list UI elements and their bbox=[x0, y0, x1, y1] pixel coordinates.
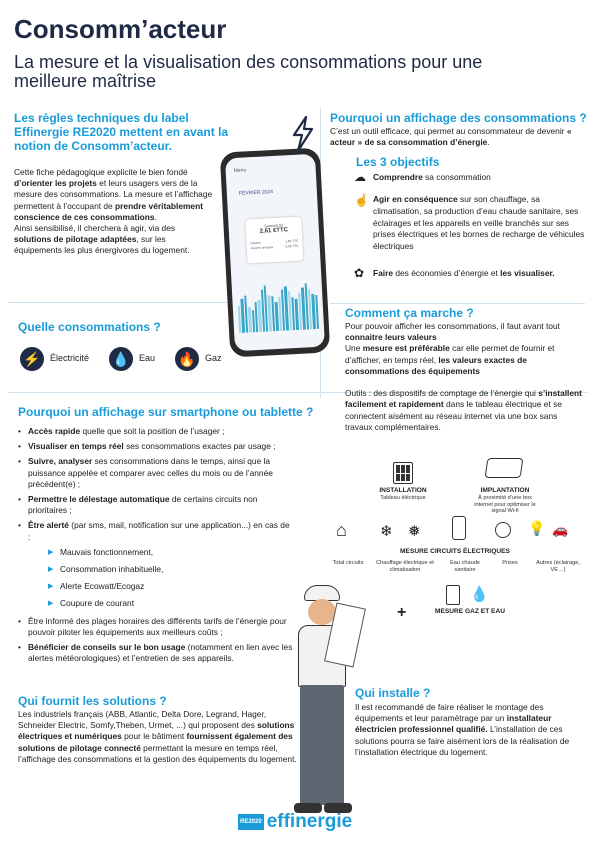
objectif-3: Faire des économies d’énergie et les visualiser. bbox=[373, 268, 555, 278]
intro-heading: Les règles techniques du label Effinergie RE2020 mettent en avant la notion de Consomm’acteur. bbox=[14, 111, 229, 153]
socket-icon bbox=[495, 522, 511, 538]
smartphone-list: • Accès rapide quelle que soit la position de l’usager ; • Visualiser en temps réel ses consommations exactes par usage ; • Suivre, analyser ses consommations dans le temps, ainsi que la puissance appelée et comparer avec celles du mois ou de l’année précédent(e) ; • Permettre le délestage automatique de certains circuits non prioritaires ; • Être alerté (par sms, mail, notification sur une application...) en cas de : ▶ Mauvais fonctionnement, ▶ Consommation inhabituelle, ▶ Alerte Ecowatt/Ecogaz ▶ Coupure de courant • Être informé des plages horaires des différents tarifs de l’énergie pour pouvoir piloter les équipements aux meilleurs coûts ; • Bénéficier de conseils sur le bon usage (notamment en lien avec les alertes météorologiques) et l’entretien de ses appareils. bbox=[18, 426, 293, 668]
phone-menu[interactable]: Menu bbox=[233, 167, 247, 175]
house-icon: ⌂ bbox=[336, 520, 347, 540]
phone-screen bbox=[225, 154, 325, 351]
installe-heading: Qui installe ? bbox=[355, 686, 431, 700]
meter-icon bbox=[446, 585, 460, 605]
car-icon: 🚗 bbox=[552, 522, 569, 537]
circuit-sockets: Prises bbox=[502, 560, 518, 566]
conso-heading: Quelle consommations ? bbox=[18, 320, 161, 334]
water-drop-icon: 💧 bbox=[109, 347, 133, 371]
phone-value: 2,61 €TTC bbox=[259, 227, 289, 235]
phone-day: Samedi 03 bbox=[263, 222, 284, 229]
page-title: Consomm’acteur bbox=[14, 14, 227, 44]
implant-sub: À proximité d’une box internet pour optimiser le signal Wi-fi bbox=[474, 495, 536, 514]
savings-icon: ✿ bbox=[354, 266, 365, 280]
phone-card: Samedi 03 2,61 €TTC Heures 1,68 TTC Heures creuses 0,93 TTC bbox=[245, 217, 303, 264]
circuit-total: Total circuits bbox=[332, 560, 364, 566]
conso-gas: Gaz bbox=[205, 353, 222, 364]
pourquoi-heading: Pourquoi un affichage des consommations ? bbox=[330, 111, 587, 125]
fournit-heading: Qui fournit les solutions ? bbox=[18, 694, 167, 708]
circuit-other: Autres (éclairage, VE…) bbox=[536, 560, 580, 573]
fournit-text: Les industriels français (ABB, Atlantic, Delta Dore, Legrand, Hager, Schneider Electric, Somfy,Theben, Urmet, ...) qui proposent des solutions électriques et numériques pour le bâtiment fournissent également des solutions de pilotage connecté permettant la mesure en temps réel, l’affichage des consommations et la gestion des équipements du logement. bbox=[18, 709, 297, 764]
phone-mockup bbox=[220, 148, 331, 358]
plus-icon: + bbox=[397, 604, 407, 621]
comment-text: Pour pouvoir afficher les consommations, il faut avant tout connaitre leurs valeurs Une mesure est préférable car elle permet de fournir et d’afficher, en temps réel, les valeurs exactes de consommations des équipements Outils : des dispositifs de comptage de l’énergie qui s’installent facilement et rapidement dans le tableau électrique et se connectent aisément au réseau internet via une box sans travaux complémentaires. bbox=[345, 321, 582, 432]
install-label: INSTALLATION bbox=[379, 487, 427, 494]
mesure-gaz-label: MESURE GAZ ET EAU bbox=[435, 608, 505, 615]
smartphone-heading: Pourquoi un affichage sur smartphone ou tablette ? bbox=[18, 405, 314, 419]
drop-icon: 💧 bbox=[470, 586, 489, 603]
divider bbox=[330, 303, 585, 304]
lightning-icon bbox=[288, 115, 318, 153]
install-sub: Tableau éléctrique bbox=[380, 495, 426, 501]
objectif-1: Comprendre sa consommation bbox=[373, 172, 491, 182]
intro-text: Cette fiche pédagogique explicite le bien fondé d’orienter les projets et leurs usagers vers de la mesure des consommations. La mesure et l’affichage permettent à l’occupant de prendre véritablement conscience de ces consommations. Ainsi sensibilisé, il cherchera à agir, via des solutions de pilotage adaptées, sur les équipements les plus énergivores du logement. bbox=[14, 167, 213, 256]
fan-icon: ❄ bbox=[380, 523, 393, 540]
snowflake-icon: ❅ bbox=[408, 523, 421, 540]
flame-icon: 🔥 bbox=[175, 347, 199, 371]
phone-range: FÉVRIER 2024 bbox=[238, 189, 274, 197]
effinergie-logo bbox=[238, 811, 352, 833]
conso-water: Eau bbox=[139, 353, 156, 364]
circuit-heating: Chauffage électrique et climatisation bbox=[376, 560, 434, 573]
electricity-icon: ⚡ bbox=[20, 347, 44, 371]
worker-illustration bbox=[290, 585, 360, 815]
box-icon bbox=[485, 458, 524, 478]
mesure-elec-label: MESURE CIRCUITS ÉLECTRIQUES bbox=[400, 548, 510, 555]
re2020-badge: RE2020 bbox=[238, 814, 264, 830]
hand-icon: ☝ bbox=[354, 193, 369, 207]
installe-text: Il est recommandé de faire réaliser le montage des équipements et leur paramètrage par un installateur électricien professionnel qualifié. L’installation de ces solutions pourra se faire aisément lors de la réalisation de l’installation électrique du logement. bbox=[355, 702, 570, 757]
implant-label: IMPLANTATION bbox=[480, 487, 530, 494]
comment-heading: Comment ça marche ? bbox=[345, 306, 474, 320]
conso-list bbox=[20, 347, 222, 371]
water-heater-icon bbox=[452, 516, 466, 540]
bulb-icon: 💡 bbox=[528, 520, 546, 536]
brand-name: effinergie bbox=[266, 811, 353, 832]
brain-icon: ☁ bbox=[354, 170, 366, 184]
phone-bar-chart bbox=[237, 279, 320, 333]
objectif-2: Agir en conséquence sur son chauffage, sa climatisation, sa production d’eau chaude sanitaire, ses éclairages et les appareils en veille branchés sur ses prises électriques et les bornes de recharge de véhicules électriques bbox=[373, 194, 585, 252]
conso-electricity: Électricité bbox=[50, 353, 90, 364]
objectifs-heading: Les 3 objectifs bbox=[356, 155, 440, 169]
pourquoi-text: C’est un outil efficace, qui permet au consommateur de devenir « acteur » de sa consommation d’énergie. bbox=[330, 126, 572, 148]
circuit-hot-water: Eau chaude sanitaire bbox=[450, 560, 480, 573]
phone-bar bbox=[315, 295, 319, 329]
electrical-panel-icon bbox=[393, 462, 413, 484]
circuits-list bbox=[326, 560, 586, 573]
page-subtitle: La mesure et la visualisation des consommations pour une meilleure maîtrise bbox=[14, 52, 483, 91]
